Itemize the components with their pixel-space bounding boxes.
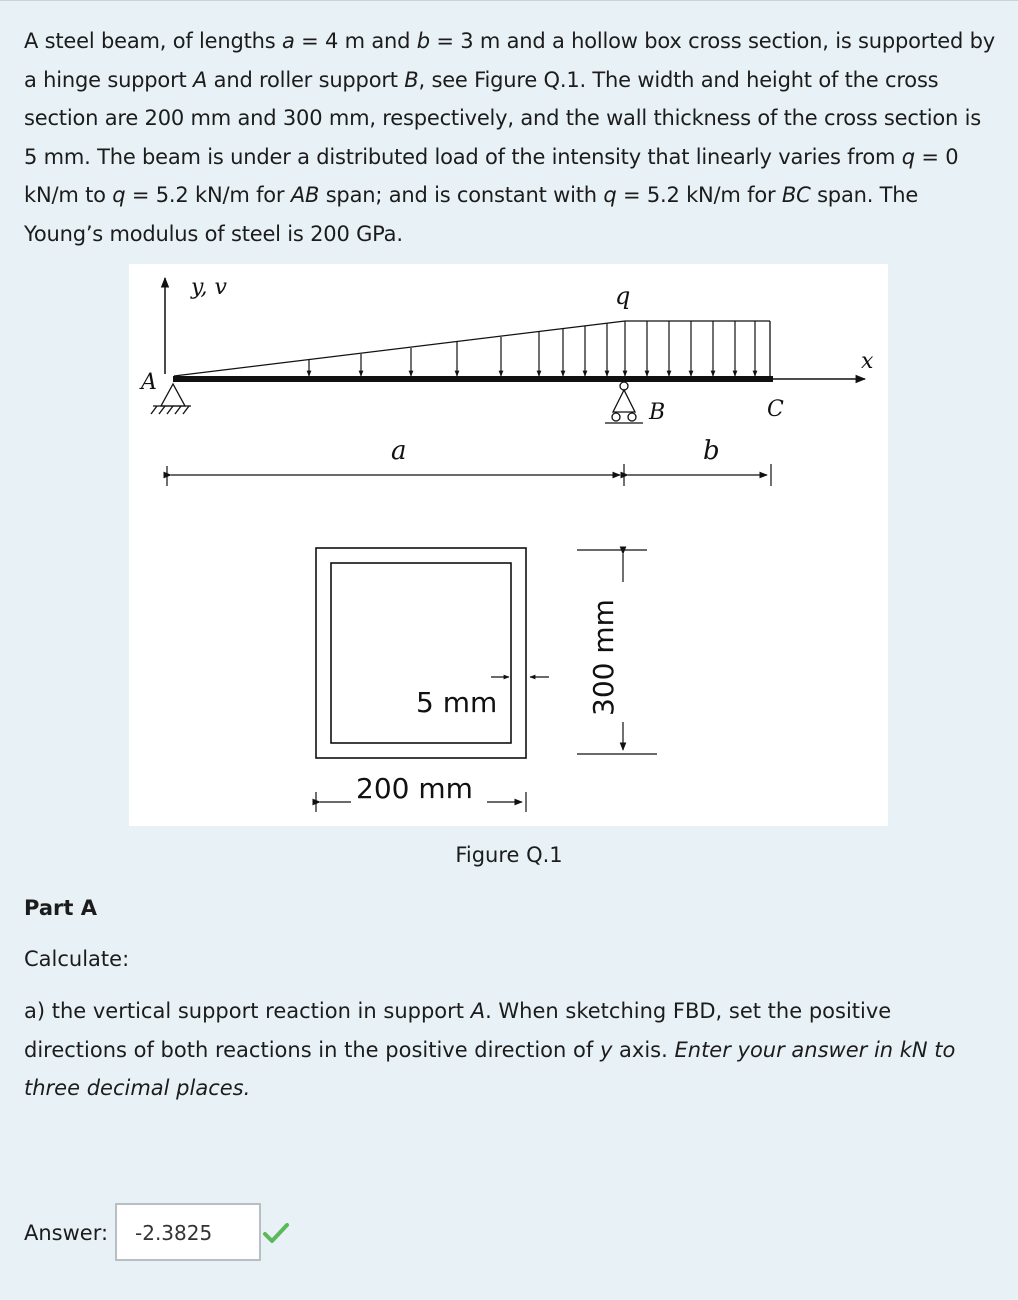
part-title: Part A bbox=[24, 896, 97, 920]
beam bbox=[173, 376, 773, 382]
thickness-label: 5 mm bbox=[416, 686, 498, 719]
x-axis-label: x bbox=[861, 349, 874, 374]
calculate-label: Calculate: bbox=[24, 947, 130, 971]
figure-q1 bbox=[129, 264, 888, 826]
problem-statement: A steel beam, of lengths a = 4 m and b = 3 m and a hollow box cross section, is supported by a hinge support A and roller support B, see Figure Q.1. The width and height of the cross section are 200 mm and 300 mm, respectively, and the wall thickness of the cross section is 5 mm. The beam is under a distributed load of the intensity that linearly varies from q = 0 kN/m to q = 5.2 kN/m for AB span; and is constant with q = 5.2 kN/m for BC span. The Young’s modulus of steel is 200 GPa. bbox=[24, 29, 995, 246]
y-axis-label: y, v bbox=[191, 275, 227, 300]
point-b-label: B bbox=[649, 400, 666, 425]
point-a-label: A bbox=[141, 370, 157, 395]
hinge-support-a bbox=[151, 384, 191, 414]
load-arrows bbox=[309, 321, 755, 376]
cross-section-outer bbox=[316, 548, 526, 758]
question-text: a) the vertical support reaction in support A. When sketching FBD, set the positive directions of both reactions in the positive direction of y axis. Enter your answer in kN to three decimal places. bbox=[24, 999, 956, 1100]
load-label: q bbox=[615, 282, 631, 310]
height-label: 300 mm bbox=[587, 599, 620, 716]
figure-caption: Figure Q.1 bbox=[455, 843, 563, 867]
dimension-a-label: a bbox=[391, 436, 407, 466]
answer-label: Answer: bbox=[24, 1221, 109, 1245]
dimension-b-label: b bbox=[703, 436, 720, 466]
point-c-label: C bbox=[767, 397, 784, 422]
top-divider bbox=[0, 0, 1018, 1]
check-icon bbox=[263, 1222, 289, 1244]
width-label: 200 mm bbox=[356, 772, 473, 805]
answer-input[interactable]: -2.3825 bbox=[115, 1203, 261, 1261]
roller-support-b bbox=[605, 382, 643, 423]
load-slope-line bbox=[174, 321, 625, 376]
